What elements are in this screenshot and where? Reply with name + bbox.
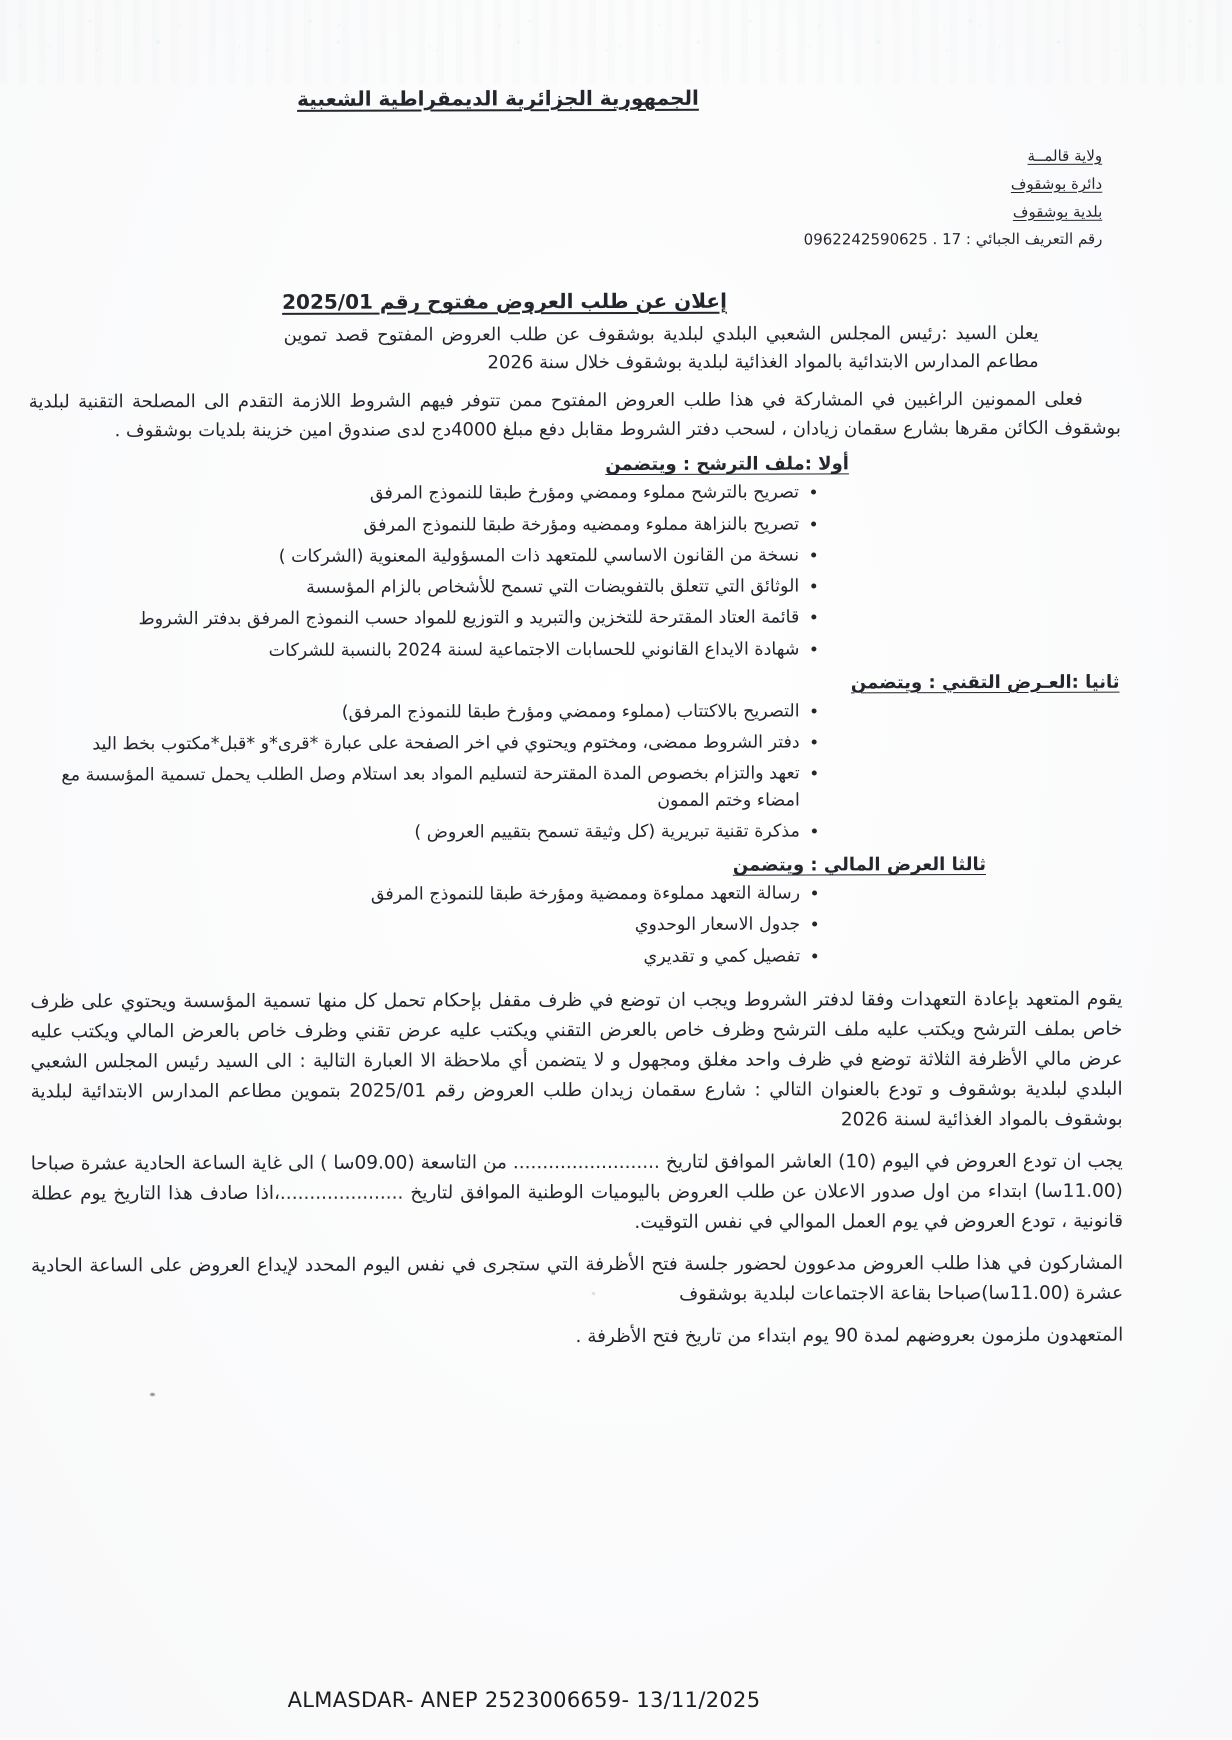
list-item: • تصريح بالنزاهة مملوء وممضيه ومؤرخة طبقا للنموذج المرفق (29, 511, 799, 539)
list-item: • تصريح بالترشح مملوء وممضي ومؤرخ طبقا للنموذج المرفق (29, 480, 799, 508)
list-item: • جدول الاسعار الوحدوي (30, 912, 800, 940)
list-item: • رسالة التعهد مملوءة وممضية ومؤرخة طبقا للنموذج المرفق (30, 881, 800, 909)
list-item: • تعهد والتزام بخصوص المدة المقترحة لتسليم المواد بعد استلام وصل الطلب يحمل تسمية المؤسسة مع امضاء وختم الممون (30, 761, 800, 816)
republic-title: الجمهورية الجزائرية الديمقراطية الشعبية (297, 85, 699, 111)
list-item: • قائمة العتاد المقترحة للتخزين والتبريد و التوزيع للمواد حسب النموذج المرفق بدفتر الشروط (29, 605, 799, 633)
tender-notice-title: إعلان عن طلب العروض مفتوح رقم 2025/01 (282, 288, 727, 314)
envelopes-instructions-paragraph: يقوم المتعهد بإعادة التعهدات وفقا لدفتر الشروط ويجب ان توضع في ظرف مقفل بإحكام تحمل كل منها تسمية المؤسسة ويحتوي على ظرف خاص بملف الترشح ويكتب عليه ملف الترشح وظرف خاص بالعرض التقني ويكتب عليه عرض تقني وظرف خاص بالعرض المالي ويكتب عليه عرض مالي الأظرفة الثلاثة توضع في ظرف واحد مغلق ومجهول و لا يتضمن أي ملاحظة الا العبارة التالية : الى السيد رئيس المجلس الشعبي البلدي لبلدية بوشقوف و تودع بالعنوان التالي : شارع سقمان زيدان طلب العروض رقم 2025/01 بتموين مطاعم المدارس الابتدائية لبلدية بوشقوف بالمواد الغذائية لسنة 2026 (30, 988, 1123, 1131)
wilaya-line: ولاية قالمــة (1027, 146, 1103, 165)
section-2-list (30, 698, 822, 846)
section-3-list (30, 881, 822, 972)
list-item: • نسخة من القانون الاساسي للمتعهد ذات المسؤولية المعنوية (الشركات ) (29, 542, 799, 570)
section-3-heading: ثالثا العرض المالي : ويتضمن (732, 854, 987, 876)
list-item: • الوثائق التي تتعلق بالتفويضات التي تسمح للأشخاص بالزام المؤسسة (29, 574, 799, 602)
opening-session-paragraph: المشاركون في هذا طلب العروض مدعوون لحضور جلسة فتح الأظرفة التي ستجرى في نفس اليوم المحدد لإيداع العروض على الساعة الحادية عشرة (11.00سا)صباحا بقاعة الاجتماعات لبلدية بوشقوف (31, 1252, 1124, 1305)
section-2-heading: ثانيا :العـرض التقني : ويتضمن (850, 671, 1120, 694)
publication-footer: ALMASDAR- ANEP 2523006659- 13/11/2025 (287, 1688, 761, 1712)
commune-line: بلدية بوشقوف (1012, 202, 1103, 221)
closing-paragraphs (30, 985, 1123, 1354)
deposit-deadline-paragraph: يجب ان تودع العروض في اليوم (10) العاشر الموافق لتاريخ ......................... من التاسعة (09.00سا ) الى غاية الساعة الحادية عشرة صباحا (11.00سا) ابتداء من اول صدور الاعلان عن طلب العروض باليوميات الوطنية الموافق لتاريخ .....................،اذا صادف هذا التاريخ يوم عطلة قانونية ، تودع العروض في يوم العمل الموالي في نفس التوقيت. (30, 1150, 1123, 1233)
section-1-list (29, 480, 821, 665)
section-1-heading: أولا :ملف الترشح : ويتضمن (605, 453, 849, 476)
list-item: • شهادة الايداع القانوني للحسابات الاجتماعية لسنة 2024 بالنسبة للشركات (29, 636, 799, 664)
intro-paragraph-2: فعلى الممونين الراغبين في المشاركة في هذا طلب العروض المفتوح ممن تتوفر فيهم الشروط اللازمة التقدم الى المصلحة التقنية لبلدية بوشقوف الكائن مقرها بشارع سقمان زيادان ، لسحب دفتر الشروط مقابل دفع مبلغ 4000دج لدى صندوق امين خزينة بلديات بوشقوف . (28, 388, 1121, 441)
tax-id-line: رقم التعريف الجبائي : 17 . 0962242590625 (803, 229, 1103, 249)
intro-paragraph-1: يعلن السيد :رئيس المجلس الشعبي البلدي لبلدية بوشقوف عن طلب العروض المفتوح قصد تموين مطاعم المدارس الابتدائية بالمواد الغذائية لبلدية بوشقوف خلال سنة 2026 (283, 322, 1039, 374)
issuing-authority-block (28, 143, 1120, 257)
list-item: • التصريح بالاكتتاب (مملوء وممضي ومؤرخ طبقا للنموذج المرفق) (30, 698, 800, 726)
list-item: • مذكرة تقنية تبريرية (كل وثيقة تسمح بتقييم العروض ) (30, 818, 800, 846)
list-item: • دفتر الشروط ممضى، ومختوم ويحتوي في اخر الصفحة على عبارة *قرى*و *قبل*مكتوب بخط اليد (30, 730, 800, 758)
daira-line: دائرة بوشقوف (1010, 174, 1103, 193)
offer-validity-paragraph: المتعهدون ملزمون بعروضهم لمدة 90 يوم ابتداء من تاريخ فتح الأظرفة . (575, 1324, 1124, 1347)
list-item: • تفصيل كمي و تقديري (30, 943, 800, 971)
